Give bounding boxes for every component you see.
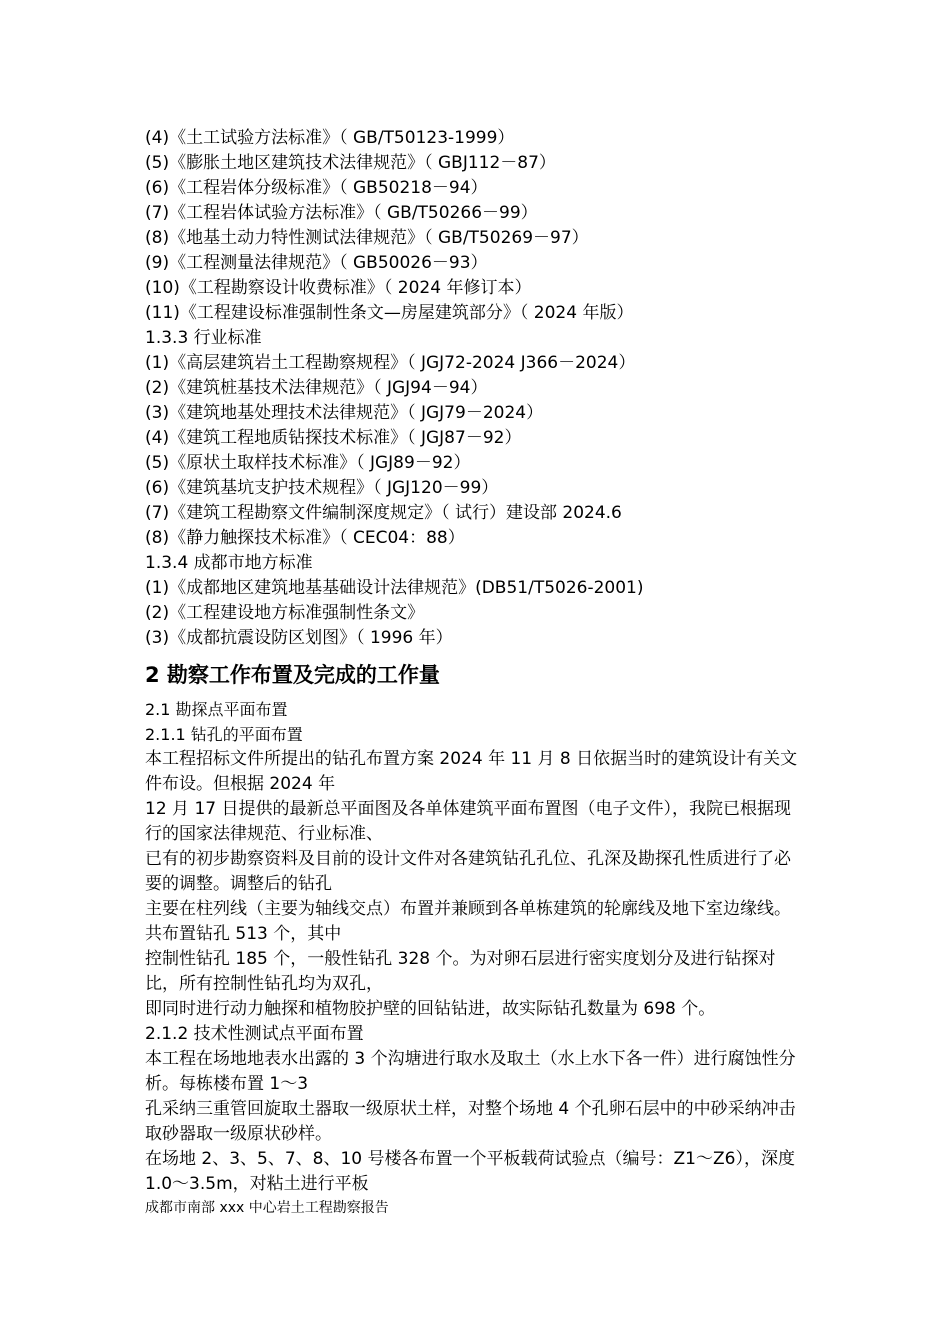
list-item: (10)《工程勘察设计收费标准》（ 2024 年修订本） bbox=[145, 278, 532, 298]
paragraph-line: 本工程招标文件所提出的钻孔布置方案 2024 年 11 月 8 日依据当时的建筑设计有关文件布设。但根据 2024 年 bbox=[145, 749, 798, 794]
list-item: (11)《工程建设标准强制性条文—房屋建筑部分》（ 2024 年版） bbox=[145, 303, 634, 323]
paragraph-line: 控制性钻孔 185 个，一般性钻孔 328 个。为对卵石层进行密实度划分及进行钻探对比，所有控制性钻孔均为双孔， bbox=[145, 949, 776, 994]
list-item: (2)《建筑桩基技术法律规范》（ JGJ94－94） bbox=[145, 378, 488, 398]
page-footer: 成都市南部 xxx 中心岩土工程勘察报告 bbox=[145, 1200, 389, 1216]
list-item: (4)《土工试验方法标准》（ GB/T50123-1999） bbox=[145, 128, 515, 148]
section-heading-2-1-1: 2.1.1 钻孔的平面布置 bbox=[145, 725, 303, 744]
list-item: (8)《静力触探技术标准》（ CEC04：88） bbox=[145, 528, 465, 548]
list-item: (5)《原状土取样技术标准》（ JGJ89－92） bbox=[145, 453, 471, 473]
section-heading-1-3-4: 1.3.4 成都市地方标准 bbox=[145, 553, 313, 573]
section-heading-2-1: 2.1 勘探点平面布置 bbox=[145, 700, 288, 719]
list-item: (6)《工程岩体分级标准》（ GB50218－94） bbox=[145, 178, 488, 198]
list-item: (5)《膨胀土地区建筑技术法律规范》（ GBJ112－87） bbox=[145, 153, 556, 173]
list-item: (7)《工程岩体试验方法标准》（ GB/T50266－99） bbox=[145, 203, 538, 223]
paragraph-line: 孔采纳三重管回旋取土器取一级原状土样，对整个场地 4 个孔卵石层中的中砂采纳冲击取砂器取一级原状砂样。 bbox=[145, 1099, 796, 1144]
paragraph-line: 在场地 2、3、5、7、8、10 号楼各布置一个平板载荷试验点（编号：Z1～Z6），深度 1.0～3.5m，对粘土进行平板 bbox=[145, 1149, 795, 1194]
list-item: (8)《地基土动力特性测试法律规范》（ GB/T50269－97） bbox=[145, 228, 589, 248]
test-point-layout-text bbox=[145, 1047, 815, 1197]
paragraph-line: 主要在柱列线（主要为轴线交点）布置并兼顾到各单栋建筑的轮廓线及地下室边缘线。共布置钻孔 513 个，其中 bbox=[145, 899, 791, 944]
list-item: (7)《建筑工程勘察文件编制深度规定》（ 试行）建设部 2024.6 bbox=[145, 503, 622, 523]
list-item: (1)《成都地区建筑地基基础设计法律规范》(DB51/T5026-2001) bbox=[145, 578, 644, 598]
list-item: (3)《成都抗震设防区划图》（ 1996 年） bbox=[145, 628, 453, 648]
paragraph-line: 12 月 17 日提供的最新总平面图及各单体建筑平面布置图（电子文件），我院已根据现行的国家法律规范、行业标准、 bbox=[145, 799, 791, 844]
list-item: (1)《高层建筑岩土工程勘察规程》（ JGJ72-2024 J366－2024） bbox=[145, 353, 636, 373]
list-item: (6)《建筑基坑支护技术规程》（ JGJ120－99） bbox=[145, 478, 499, 498]
industry-standards-list bbox=[145, 351, 815, 551]
section-heading-1-3-3: 1.3.3 行业标准 bbox=[145, 328, 262, 348]
paragraph-line: 本工程在场地地表水出露的 3 个沟塘进行取水及取土（水上水下各一件）进行腐蚀性分析。每栋楼布置 1～3 bbox=[145, 1049, 796, 1094]
national-standards-list bbox=[145, 126, 815, 326]
list-item: (9)《工程测量法律规范》（ GB50026－93） bbox=[145, 253, 488, 273]
list-item: (3)《建筑地基处理技术法律规范》（ JGJ79－2024） bbox=[145, 403, 544, 423]
list-item: (2)《工程建设地方标准强制性条文》 bbox=[145, 603, 425, 623]
section-heading-2-1-2: 2.1.2 技术性测试点平面布置 bbox=[145, 1024, 364, 1044]
borehole-layout-text bbox=[145, 747, 815, 1022]
chapter-2-title: 2 勘察工作布置及完成的工作量 bbox=[145, 663, 440, 687]
list-item: (4)《建筑工程地质钻探技术标准》（ JGJ87－92） bbox=[145, 428, 522, 448]
paragraph-line: 即同时进行动力触探和植物胶护壁的回钻钻进，故实际钻孔数量为 698 个。 bbox=[145, 999, 716, 1019]
document-page bbox=[145, 126, 815, 1219]
paragraph-line: 已有的初步勘察资料及目前的设计文件对各建筑钻孔孔位、孔深及勘探孔性质进行了必要的调整。调整后的钻孔 bbox=[145, 849, 791, 894]
local-standards-list bbox=[145, 576, 815, 651]
